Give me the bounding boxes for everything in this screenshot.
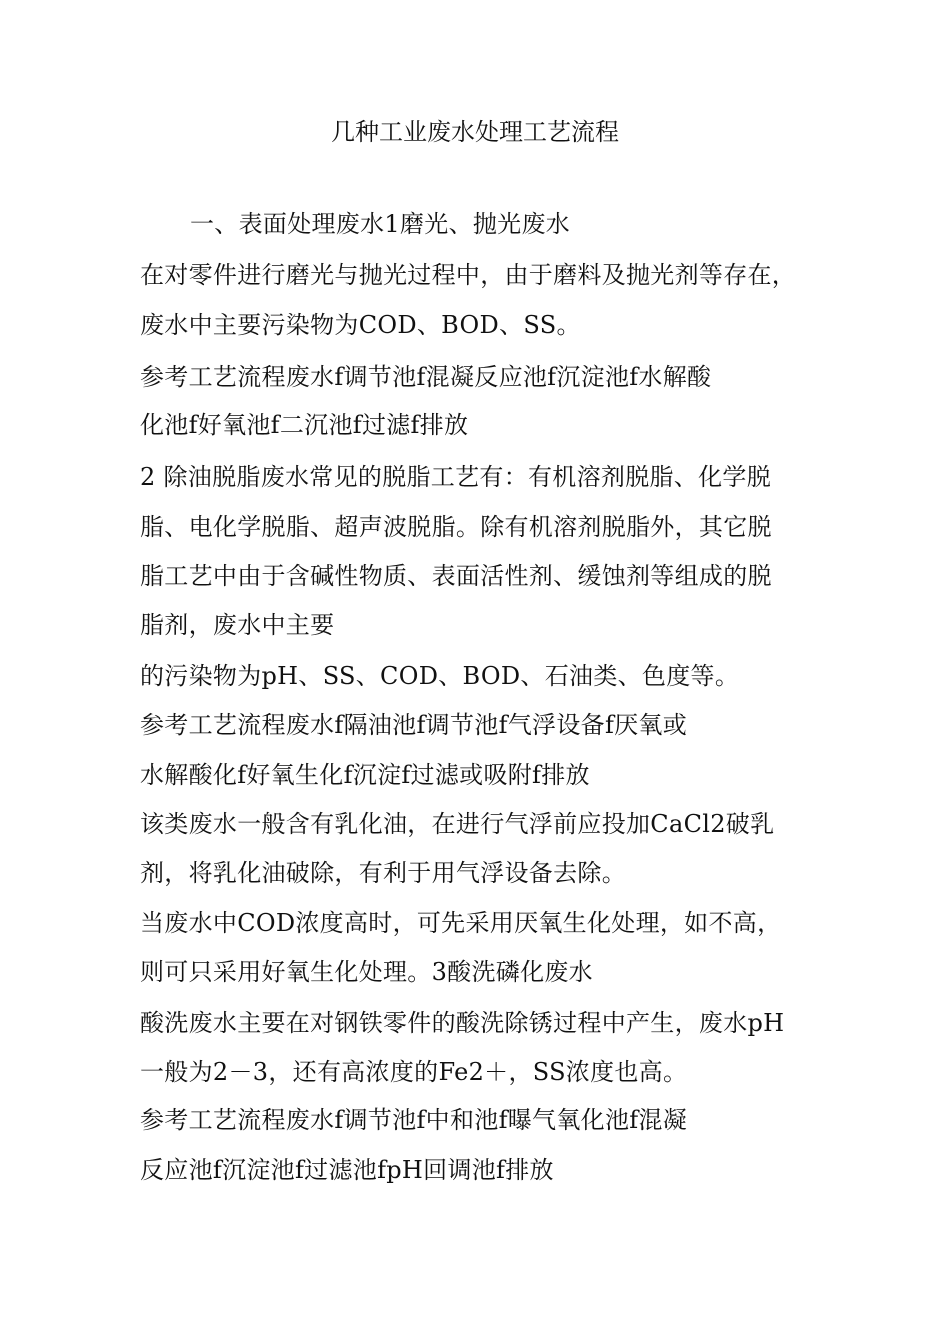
paragraph-line: 脂工艺中由于含碱性物质、表面活性剂、缓蚀剂等组成的脱	[140, 562, 772, 590]
process-flow-line: 反应池f沉淀池f过滤池fpH回调池f排放	[140, 1156, 554, 1184]
document-title: 几种工业废水处理工艺流程	[331, 118, 619, 146]
process-flow-line: 参考工艺流程废水f调节池f混凝反应池f沉淀池f水解酸	[140, 363, 712, 391]
section-heading-surface-treatment: 一、表面处理废水1磨光、抛光废水	[190, 210, 571, 238]
paragraph-line: 废水中主要污染物为COD、BOD、SS。	[140, 311, 581, 339]
paragraph-line: 则可只采用好氧生化处理。3酸洗磷化废水	[140, 958, 593, 986]
process-flow-line: 参考工艺流程废水f调节池f中和池f曝气氧化池f混凝	[140, 1106, 688, 1134]
paragraph-line: 脂剂，废水中主要	[140, 611, 335, 639]
process-flow-line: 化池f好氧池f二沉池f过滤f排放	[140, 411, 469, 439]
paragraph-line: 的污染物为pH、SS、COD、BOD、石油类、色度等。	[140, 662, 740, 690]
paragraph-line: 脂、电化学脱脂、超声波脱脂。除有机溶剂脱脂外，其它脱	[140, 513, 772, 541]
process-flow-line: 水解酸化f好氧生化f沉淀f过滤或吸附f排放	[140, 761, 590, 789]
paragraph-line: 在对零件进行磨光与抛光过程中，由于磨料及抛光剂等存在，	[140, 261, 797, 289]
paragraph-line: 酸洗废水主要在对钢铁零件的酸洗除锈过程中产生，废水pH	[140, 1009, 785, 1037]
paragraph-line: 剂，将乳化油破除，有利于用气浮设备去除。	[140, 859, 626, 887]
paragraph-line: 2 除油脱脂废水常见的脱脂工艺有：有机溶剂脱脂、化学脱	[140, 463, 771, 491]
process-flow-line: 参考工艺流程废水f隔油池f调节池f气浮设备f厌氧或	[140, 711, 688, 739]
paragraph-line: 当废水中COD浓度高时，可先采用厌氧生化处理，如不高，	[140, 909, 782, 937]
paragraph-line: 该类废水一般含有乳化油，在进行气浮前应投加CaCl2破乳	[140, 810, 775, 838]
paragraph-line: 一般为2－3，还有高浓度的Fe2＋，SS浓度也高。	[140, 1058, 688, 1086]
